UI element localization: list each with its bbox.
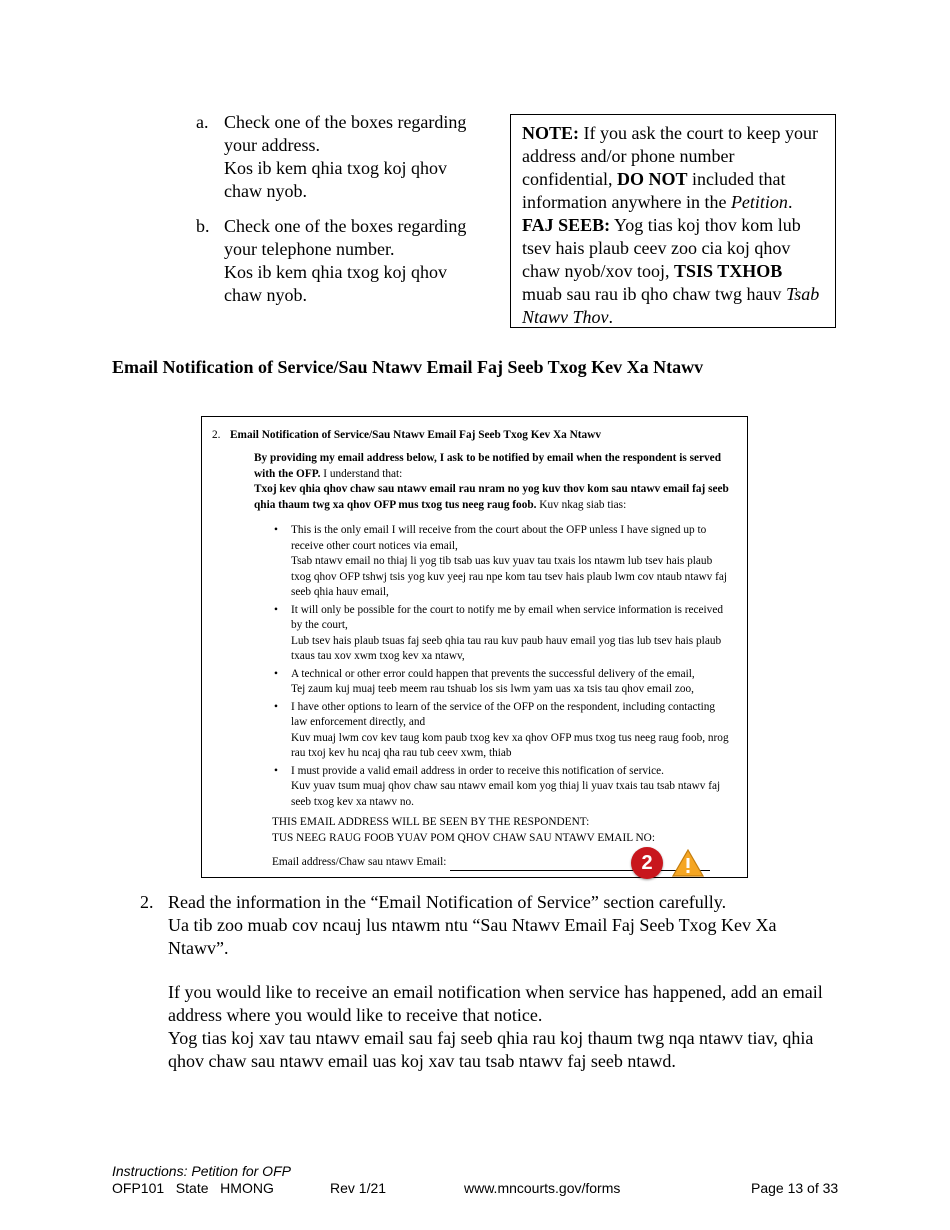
note-box [510, 114, 836, 328]
item-hmong-line: chaw nyob. [224, 285, 307, 305]
bullet-icon: • [274, 764, 278, 777]
do-not-emphasis: DO NOT [616, 169, 688, 189]
step-hmong-1: Ua tib zoo muab cov ncauj lus ntawm ntu “Sau Ntawv Email Faj Seeb Txog Kev Xa Ntawv”. [168, 915, 777, 958]
petition-emphasis: Petition [730, 192, 788, 212]
step-english-1: Read the information in the “Email Notification of Service” section carefully. [168, 892, 727, 912]
bullet-icon: • [274, 667, 278, 680]
item-english-line: Check one of the boxes regarding [224, 216, 467, 236]
item-english-line: your telephone number. [224, 239, 395, 259]
list-item: • I must provide a valid email address in order to receive this notification of service. Kuv yuav tsum muaj qhov chaw sau ntawv email kom yog thiaj li yuav txais tau tsab ntawv faj seeb txog kev xa ntawv no. [274, 764, 721, 808]
list-item: • It will only be possible for the court to notify me by email when service information is received by the court, Lub tsev hais plaub tsuas faj seeb qhia tau rau kuv paub hauv email yog tias lub tsev hais plaub txaus tau xov xwm txog kev xa ntawv, [274, 603, 723, 662]
respondent-warning: THIS EMAIL ADDRESS WILL BE SEEN BY THE RESPONDENT: TUS NEEG RAUG FOOB YUAV POM QHOV CHAW SAU NTAWV EMAIL NO: [272, 816, 655, 844]
footer-url: www.mncourts.gov/forms [464, 1180, 621, 1196]
warning-icon [672, 849, 704, 877]
item-english-line: your address. [224, 135, 320, 155]
form-title: Email Notification of Service/Sau Ntawv Email Faj Seeb Txog Kev Xa Ntawv [230, 429, 601, 441]
note-english: NOTE: If you ask the court to keep your address and/or phone number confidential, DO NOT included that information anywhere in the Petition. [522, 123, 818, 212]
step-number: 2. [140, 892, 154, 912]
intro-hmong: Txoj kev qhia qhov chaw sau ntawv email rau nram no yog kuv thov kom sau ntawv email faj seeb qhia thaum twg xa qhov OFP mus txog tus neeg raug foob. Kuv nkag siab tias: [254, 483, 729, 511]
instruction-list [196, 111, 486, 319]
email-label: Email address/Chaw sau ntawv Email: [272, 856, 447, 868]
item-hmong-line: Kos ib kem qhia txog koj qhov [224, 262, 447, 282]
footer-revision: Rev 1/21 [330, 1180, 387, 1196]
tsis-txhob-emphasis: TSIS TXHOB [673, 261, 783, 281]
intro-english: By providing my email address below, I ask to be notified by email when the respondent is served with the OFP. I understand that: [254, 452, 721, 480]
form-intro [254, 451, 732, 513]
email-field-row [272, 855, 732, 871]
list-item: • This is the only email I will receive from the court about the OFP unless I have signed up to receive other court notices via email, Tsab ntawv email no thiaj li yog tib tsab uas kuv yuav tau txais los ntawm lub tsev hais plaub txog qhov OFP tshwj tsis yog kuv yeej rau npe kom tau tsev hais plaub lwm cov ntaub ntawv faj seeb qhia hauv email, [274, 524, 728, 598]
understanding-list [272, 523, 732, 812]
form-excerpt [201, 416, 748, 878]
footer-title: Instructions: Petition for OFP [112, 1163, 291, 1179]
step-hmong-2: Yog tias koj xav tau ntawv email sau faj seeb qhia rau koj thaum twg nqa ntawv tiav, qhia qhov chaw sau ntawv email uas koj xav tau tsab ntawv faj seeb ntawd. [168, 1028, 814, 1071]
list-item: • A technical or other error could happen that prevents the successful delivery of the email, Tej zaum kuj muaj teeb meem rau tshuab los sis lwm yam uas xa tsis tau qhov email zoo, [274, 667, 695, 695]
item-label: b. [196, 216, 210, 236]
note-hmong-label: FAJ SEEB: [522, 215, 611, 235]
list-item: • I have other options to learn of the service of the OFP on the respondent, including contacting law enforcement directly, and Kuv muaj lwm cov kev taug kom paub txog kev xa qhov OFP mus txog tus neeg raug foob, nrog rau txoj kev hu ncaj qha rau tub ceev xwm, thiab [274, 700, 729, 759]
item-hmong-line: Kos ib kem qhia txog koj qhov [224, 158, 447, 178]
step-2-body [168, 891, 840, 1073]
note-hmong: FAJ SEEB: Yog tias koj thov kom lub tsev hais plaub ceev zoo cia koj qhov chaw nyob/xov tooj, TSIS TXHOB muab sau rau ib qho chaw twg hauv Tsab Ntawv Thov. [522, 215, 820, 327]
bullet-icon: • [274, 524, 278, 536]
instruction-item-a [196, 111, 486, 203]
step-number-badge: 2 [631, 847, 663, 879]
footer-form-id: OFP101 State HMONG [112, 1180, 274, 1196]
form-number: 2. [212, 429, 221, 441]
tsab-ntawv-thov-emphasis: Tsab Ntawv Thov [522, 284, 820, 327]
bullet-icon: • [274, 603, 278, 616]
bullet-icon: • [274, 700, 278, 713]
footer-page-number: Page 13 of 33 [751, 1180, 839, 1196]
step-english-2: If you would like to receive an email notification when service has happened, add an email address where you would like to receive that notice. [168, 982, 823, 1025]
item-label: a. [196, 112, 209, 132]
item-english-line: Check one of the boxes regarding [224, 112, 467, 132]
instruction-item-b [196, 215, 486, 307]
section-heading: Email Notification of Service/Sau Ntawv Email Faj Seeb Txog Kev Xa Ntawv [112, 357, 704, 377]
item-hmong-line: chaw nyob. [224, 181, 307, 201]
note-label: NOTE: [522, 123, 580, 143]
